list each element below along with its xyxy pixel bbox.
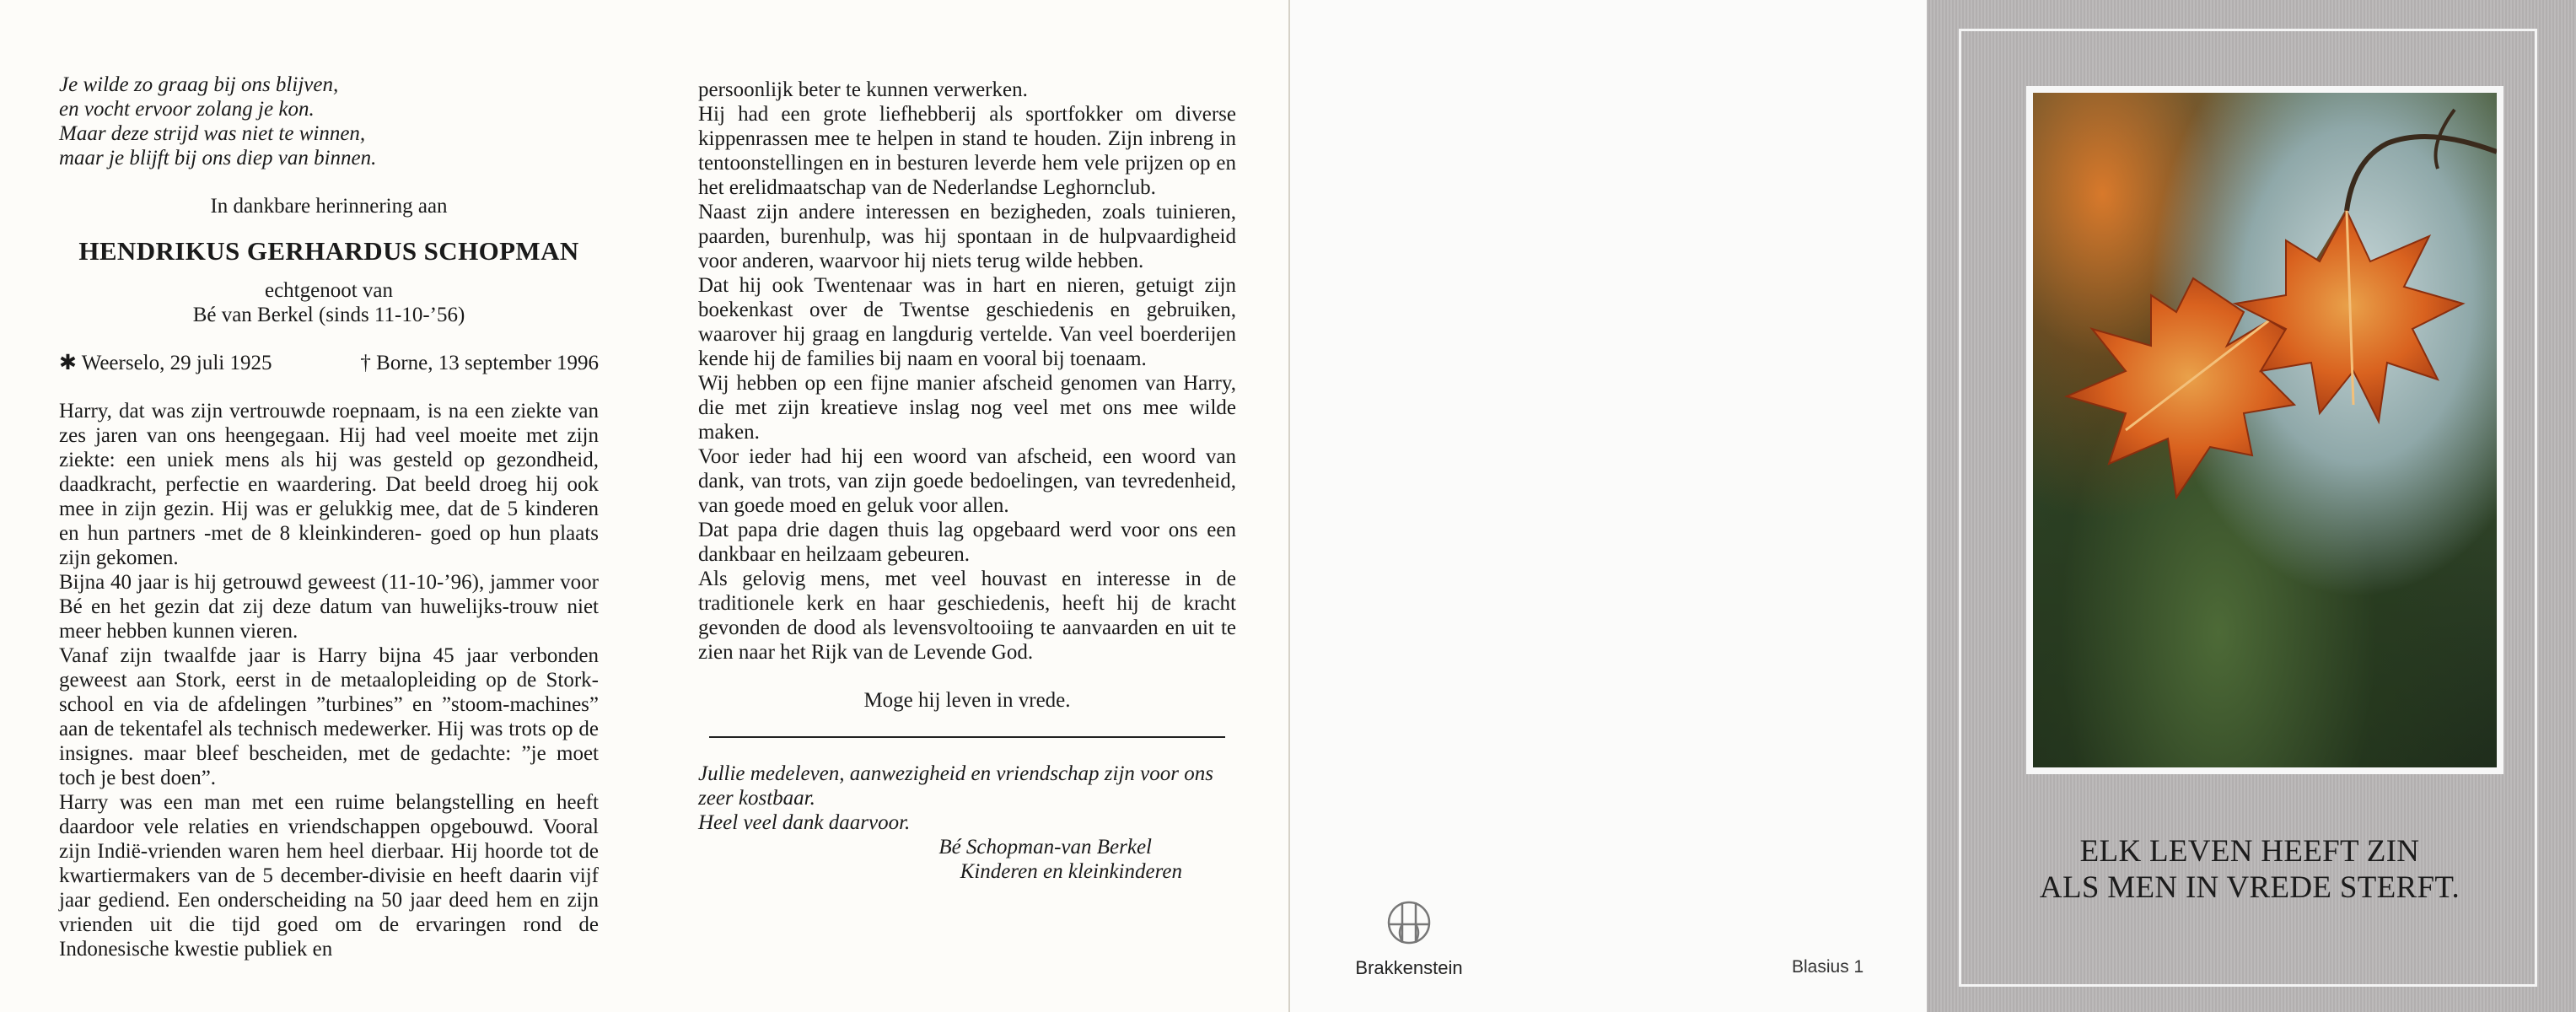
biography-part-1 — [59, 399, 599, 961]
rest-in-peace-wish: Moge hij leven in vrede. — [863, 689, 1071, 712]
paragraph: Harry was een man met een ruime belangstelling en heeft daardoor vele relaties en vriendschappen opgebouwd. Vooral zijn Indië-vrienden waren hem heel dierbaar. Hij hoorde tot de kwartiermakers van de 5 december-divisie en heeft daarin vijf jaar gediend. Een onderscheiding na 50 jaar deed hem en zijn vrienden uit die tijd goed om de ervaringen rond de Indonesische kwestie publiek en — [59, 791, 599, 961]
paragraph: Vanaf zijn twaalfde jaar is Harry bijna 45 jaar verbonden geweest aan Stork, eerst in de metaalopleiding op de Stork-school en via de afdelingen ”turbines” en ”stoom-machines” aan de tekentafel als technisch medewerker. Hij was trots op de insignes. maar bleef bescheiden, met de gedachte: ”je moet toch je best doen”. — [59, 644, 599, 789]
signature-line: Kinderen en kleinkinderen — [960, 860, 1182, 883]
publisher-logo-icon — [1382, 894, 1436, 948]
spouse-name: Bé van Berkel (sinds 11-10-’56) — [192, 304, 465, 326]
biography-part-2 — [698, 78, 1236, 665]
paragraph: Voor ieder had hij een woord van afscheid, een woord van dank, van trots, van zijn goede bedoelingen, van tevredenheid, van goede moed en geluk voor allen. — [698, 445, 1236, 517]
signature-line: Bé Schopman-van Berkel — [938, 836, 1152, 859]
back-panel — [1290, 0, 1927, 1012]
signature — [698, 835, 1236, 884]
cover-motto — [1976, 833, 2524, 906]
front-cover — [1927, 0, 2576, 1012]
paragraph: Naast zijn andere interessen en bezigheden, zoals tuinieren, paarden, burenhulp, was hij spontaan in de hulpvaardigheid voor anderen, waarvoor hij niets terug wilde hebben. — [698, 201, 1236, 272]
paragraph: Wij hebben op een fijne manier afscheid genomen van Harry, die met zijn kreatieve inslag nog veel met ons mee wilde maken. — [698, 372, 1236, 444]
motto-line: ALS MEN IN VREDE STERFT. — [2039, 870, 2460, 905]
paragraph: Als gelovig mens, met veel houvast en interesse in de traditionele kerk en haar geschiedenis, heeft hij de kracht gevonden de dood als levensvoltooiing te aanvaarden en uit te zien naar het Rijk van de Levende God. — [698, 568, 1236, 664]
poem-line: Je wilde zo graag bij ons blijven, — [59, 73, 339, 96]
thanks-line: Jullie medeleven, aanwezigheid en vriendschap zijn voor ons zeer kostbaar. — [698, 762, 1213, 810]
poem-line: en vocht ervoor zolang je kon. — [59, 98, 315, 121]
in-memory-heading: In dankbare herinnering aan — [210, 195, 448, 218]
paragraph: Hij had een grote liefhebberij als sportfokker om diverse kippenrassen mee te helpen in stand te houden. Zijn inbreng in tentoonstellingen en in besturen leverde hem vele prijzen op en het erelidmaatschap van de Nederlandse Leghornclub. — [698, 103, 1236, 199]
life-dates — [59, 351, 599, 375]
autumn-leaves-photo — [2026, 86, 2503, 774]
text-column-left — [59, 73, 599, 961]
paragraph: Dat hij ook Twentenaar was in hart en nieren, getuigt zijn boekenkast over de Twentse geschiedenis en gebruiken, waarover hij graag en langdurig vertelde. Van veel boerderijen kende hij de families bij naam en vooral bij toenaam. — [698, 274, 1236, 370]
poem — [59, 73, 599, 170]
divider — [709, 736, 1225, 738]
spouse-label: echtgenoot van — [264, 279, 394, 302]
poem-line: maar je blijft bij ons diep van binnen. — [59, 147, 377, 170]
text-column-right — [698, 78, 1236, 884]
paragraph: Harry, dat was zijn vertrouwde roepnaam, is na een ziekte van zes jaren van ons heengegaan. Hij had veel moeite met zijn ziekte: een uniek mens als hij was gesteld op gezondheid, daadkracht, perfectie en waardering. Dat beeld droeg hij ook mee in zijn gezin. Hij was er gelukkig mee, dat de 5 kinderen en hun partners -met de 8 kleinkinderen- goed op hun plaats zijn gekomen. — [59, 400, 599, 569]
publisher-block — [1346, 894, 1472, 979]
birth-date: ✱ Weerselo, 29 juli 1925 — [59, 352, 272, 374]
card-code: Blasius 1 — [1792, 957, 1864, 977]
deceased-name: HENDRIKUS GERHARDUS SCHOPMAN — [78, 236, 579, 266]
paragraph: Bijna 40 jaar is hij getrouwd geweest (11-10-’96), jammer voor Bé en het gezin dat zij deze datum van huwelijks-trouw niet meer hebben kunnen vieren. — [59, 571, 599, 643]
publisher-name: Brakkenstein — [1355, 957, 1463, 978]
motto-line: ELK LEVEN HEEFT ZIN — [2079, 834, 2420, 869]
thanks-text — [698, 762, 1236, 835]
oak-leaves-illustration — [2033, 93, 2497, 767]
poem-line: Maar deze strijd was niet te winnen, — [59, 122, 366, 145]
paragraph: Dat papa drie dagen thuis lag opgebaard werd voor ons een dankbaar en heilzaam gebeuren. — [698, 519, 1236, 566]
paragraph: persoonlijk beter te kunnen verwerken. — [698, 78, 1028, 101]
thanks-line: Heel veel dank daarvoor. — [698, 811, 911, 834]
death-date: † Borne, 13 september 1996 — [360, 352, 599, 374]
